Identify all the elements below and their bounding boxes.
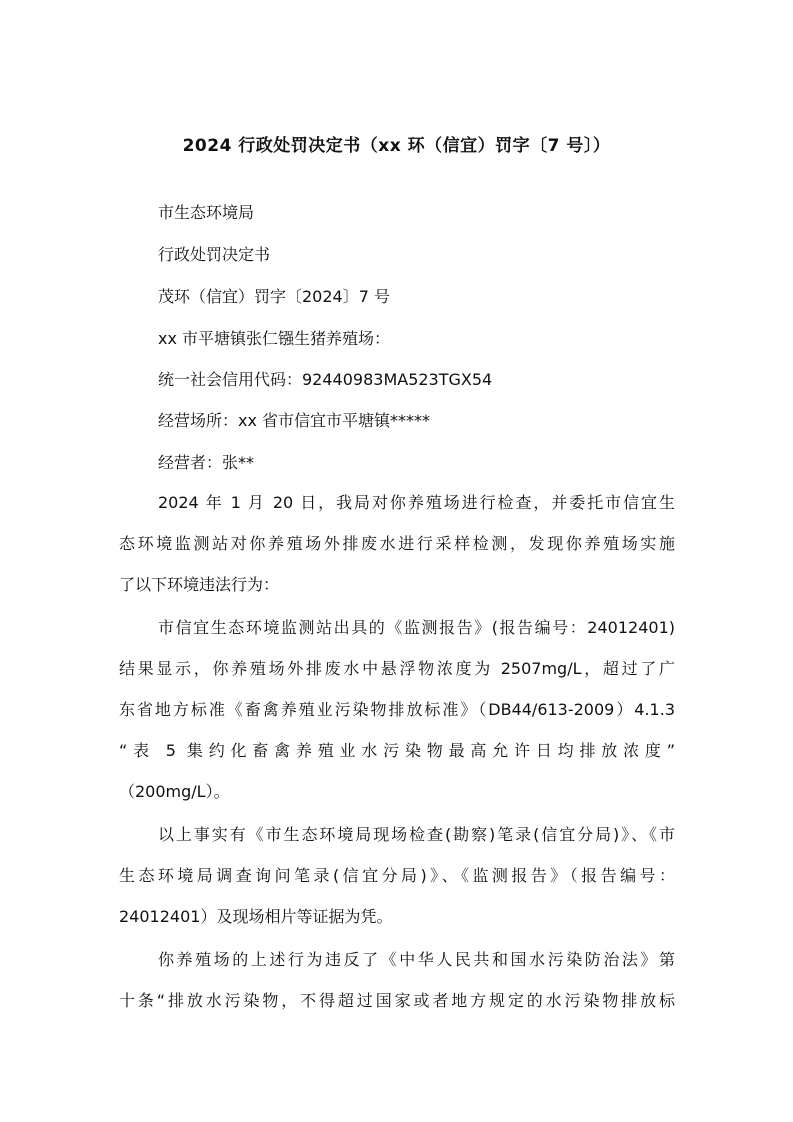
paragraph-2-line-5: （200mg/L）。 [119,782,230,801]
paragraph-1-line-2: 态环境监测站对你养殖场外排废水进行采样检测，发现你养殖场实施 [119,534,675,553]
paragraph-3-line-2: 生态环境局调查询问笔录(信宜分局)》、《监测报告》（报告编号： [119,866,675,885]
paragraph-2-line-2: 结果显示，你养殖场外排废水中悬浮物浓度为 2507mg/L，超过了广 [119,659,675,678]
paragraph-1-line-3: 了以下环境违法行为： [119,575,280,594]
paragraph-4-line-2: 十条“排放水污染物，不得超过国家或者地方规定的水污染物排放标 [119,991,675,1010]
document-title: 2024 行政处罚决定书（xx 环（信宜）罚字〔7 号〕） [182,136,611,156]
paragraph-1-line-1: 2024 年 1 月 20 日，我局对你养殖场进行检查，并委托市信宜生 [158,493,675,512]
operator-name: 经营者：张** [158,453,255,472]
document-type: 行政处罚决定书 [158,245,271,264]
recipient-name: xx 市平塘镇张仁镪生猪养殖场： [158,329,391,348]
paragraph-2-line-3: 东省地方标准《畜禽养殖业污染物排放标准》（DB44/613-2009）4.1.3 [119,700,675,719]
business-address: 经营场所：xx 省市信宜市平塘镇***** [158,411,431,430]
paragraph-3-line-3: 24012401）及现场相片等证据为凭。 [119,907,393,926]
paragraph-2-line-1: 市信宜生态环境监测站出具的《监测报告》(报告编号：24012401) [158,618,675,637]
agency-name: 市生态环境局 [158,203,255,222]
paragraph-3-line-1: 以上事实有《市生态环境局现场检查(勘察)笔录(信宜分局)》、《市 [158,825,675,844]
paragraph-2-line-4: “表 5 集约化畜禽养殖业水污染物最高允许日均排放浓度” [119,741,675,760]
credit-code: 统一社会信用代码：92440983MA523TGX54 [158,370,493,389]
document-number: 茂环（信宜）罚字〔2024〕7 号 [158,287,390,306]
paragraph-4-line-1: 你养殖场的上述行为违反了《中华人民共和国水污染防治法》第 [158,950,675,969]
